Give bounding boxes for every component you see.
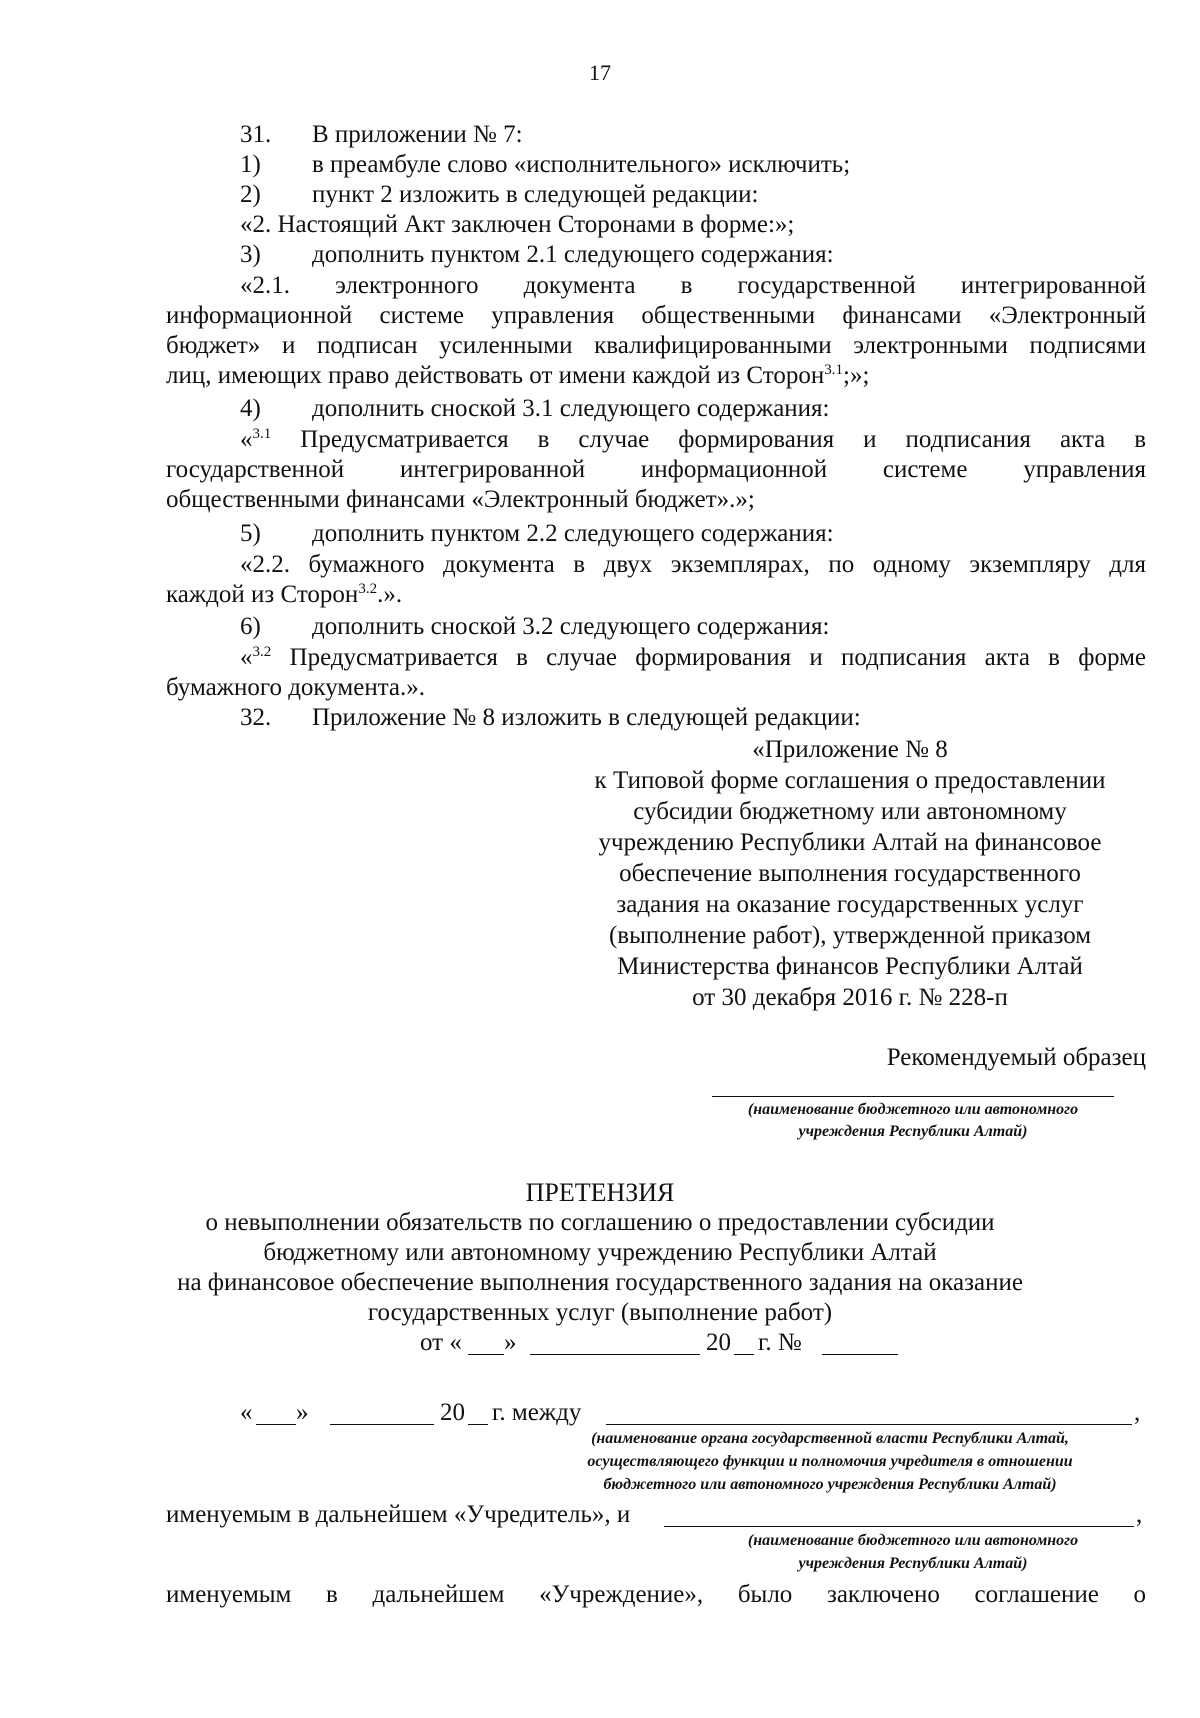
agreement-date-open: « (240, 1399, 253, 1426)
claim-date-prefix: от « (420, 1329, 462, 1356)
appendix-header-line-3: субсидии бюджетному или автономному (633, 798, 1067, 825)
sub-3-number: 3) (240, 241, 261, 268)
founder-name-blank (606, 1424, 1132, 1425)
appendix-header-line-8: Министерства финансов Республики Алтай (617, 953, 1083, 980)
point-2-2-line-2 (166, 580, 402, 610)
item-31-text: В приложении № 7: (312, 121, 523, 148)
point-2-2-line-1: «2.2. бумажного документа в двух экземплярах, по одному экземпляру для (240, 551, 1146, 578)
footnote-3-1-line-3: общественными финансами «Электронный бюджет».»; (166, 486, 755, 513)
founder-caption-line-3: бюджетного или автономного учреждения Республики Алтай) (603, 1476, 1057, 1493)
point-2-2-line-2-text: каждой из Сторон (166, 581, 359, 608)
appendix-header-line-6: задания на оказание государственных услуг (616, 891, 1084, 918)
agreement-year-prefix: 20 (440, 1399, 465, 1426)
sub-2-number: 2) (240, 181, 261, 208)
claim-day-blank (468, 1354, 504, 1355)
claim-year-prefix: 20 (706, 1329, 731, 1356)
founder-line-text: именуемым в дальнейшем «Учредитель», и (166, 1501, 631, 1528)
institution-name-blank-2 (664, 1526, 1134, 1527)
between-comma: , (1134, 1399, 1141, 1426)
founder-caption-line-2: осуществляющего функции и полномочия учредителя в отношении (587, 1453, 1073, 1470)
appendix-header-line-1: «Приложение № 8 (752, 736, 948, 763)
agreement-day-blank (256, 1424, 296, 1425)
institution-caption2-line-2: учреждения Республики Алтай) (798, 1555, 1028, 1572)
point-2-1-line-4-end: ;»; (843, 362, 870, 389)
footnote-3-1-line-1-text: Предусматривается в случае формирования и подписания акта в (271, 426, 1146, 453)
sub-3-text: дополнить пунктом 2.1 следующего содержания: (312, 241, 834, 268)
founder-caption-line-1: (наименование органа государственной власти Республики Алтай, (591, 1430, 1069, 1447)
claim-subtitle-line-3: на финансовое обеспечение выполнения государственного задания на оказание (177, 1269, 1023, 1296)
sub-1-text: в преамбуле слово «исполнительного» исключить; (312, 151, 851, 178)
item-32-text: Приложение № 8 изложить в следующей редакции: (312, 704, 861, 731)
item-31-number: 31. (240, 121, 272, 148)
appendix-header-line-5: обеспечение выполнения государственного (619, 860, 1081, 887)
point-2-1-line-3: бюджет» и подписан усиленными квалифицированными электронными подписями (166, 332, 1146, 359)
footnote-ref-3-2: 3.2 (358, 581, 378, 597)
claim-number-blank (822, 1354, 898, 1355)
founder-line-comma: , (1136, 1501, 1143, 1528)
point-2-2-line-2-end: .». (377, 581, 403, 608)
institution-line: именуемым в дальнейшем «Учреждение», было заключено соглашение о (166, 1581, 1146, 1608)
appendix-header-line-9: от 30 декабря 2016 г. № 228-п (692, 984, 1008, 1011)
sub-5-text: дополнить пунктом 2.2 следующего содержания: (312, 520, 834, 547)
appendix-header-line-4: учреждению Республики Алтай на финансовое (598, 829, 1102, 856)
sub-6-text: дополнить сноской 3.2 следующего содержания: (312, 613, 830, 640)
point-2-1-line-4-text: лиц, имеющих право действовать от имени каждой из Сторон (166, 362, 825, 389)
agreement-year-blank (468, 1424, 488, 1425)
sub-5-number: 5) (240, 520, 261, 547)
point-2-1-line-1: «2.1. электронного документа в государственной интегрированной (240, 272, 1146, 299)
claim-subtitle-line-1: о невыполнении обязательств по соглашению о предоставлении субсидии (205, 1209, 995, 1236)
sub-4-number: 4) (240, 395, 261, 422)
point-2-1-line-2: информационной системе управления общественными финансами «Электронный (166, 302, 1146, 329)
footnote-3-1-line-2: государственной интегрированной информационной системе управления (166, 456, 1146, 483)
institution-caption2-line-1: (наименование бюджетного или автономного (747, 1532, 1079, 1549)
claim-date-quote: » (504, 1329, 517, 1356)
sub-2-text: пункт 2 изложить в следующей редакции: (312, 181, 759, 208)
footnote-3-2-line-2: бумажного документа.». (166, 674, 426, 701)
appendix-header-line-2: к Типовой форме соглашения о предоставлении (594, 767, 1106, 794)
footnote-3-1-open: « (240, 426, 253, 453)
claim-number-label: г. № (758, 1329, 802, 1356)
footnote-3-1-line-1 (240, 425, 1146, 455)
institution-name-blank (712, 1096, 1114, 1097)
institution-caption-line-1: (наименование бюджетного или автономного (747, 1101, 1079, 1118)
sub-4-text: дополнить сноской 3.1 следующего содержания: (312, 395, 830, 422)
page-number: 17 (589, 60, 611, 85)
institution-caption-line-2: учреждения Республики Алтай) (798, 1123, 1028, 1140)
footnote-3-2-line-1 (240, 643, 1146, 673)
footnote-ref-3-1: 3.1 (824, 362, 844, 378)
sub-6-number: 6) (240, 613, 261, 640)
agreement-date-close: » (296, 1399, 309, 1426)
item-32-number: 32. (240, 704, 272, 731)
claim-title: ПРЕТЕНЗИЯ (525, 1178, 675, 1207)
footnote-3-2-line-1-text: Предусматривается в случае формирования и подписания акта в форме (271, 644, 1146, 671)
claim-subtitle-line-4: государственных услуг (выполнение работ) (367, 1299, 833, 1326)
claim-year-blank (734, 1354, 754, 1355)
recommended-sample: Рекомендуемый образец (886, 1044, 1146, 1071)
footnote-3-1-mark: 3.1 (252, 426, 272, 442)
sub-1-number: 1) (240, 151, 261, 178)
footnote-3-2-mark: 3.2 (252, 644, 272, 660)
between-word: г. между (492, 1399, 582, 1426)
agreement-month-blank (330, 1424, 434, 1425)
claim-subtitle-line-2: бюджетному или автономному учреждению Республики Алтай (263, 1239, 937, 1266)
appendix-header-line-7: (выполнение работ), утвержденной приказом (608, 922, 1092, 949)
claim-month-blank (530, 1354, 700, 1355)
point-2-1-line-4 (166, 361, 869, 391)
quote-point-2: «2. Настоящий Акт заключен Сторонами в форме:»; (240, 211, 795, 238)
footnote-3-2-open: « (240, 644, 253, 671)
